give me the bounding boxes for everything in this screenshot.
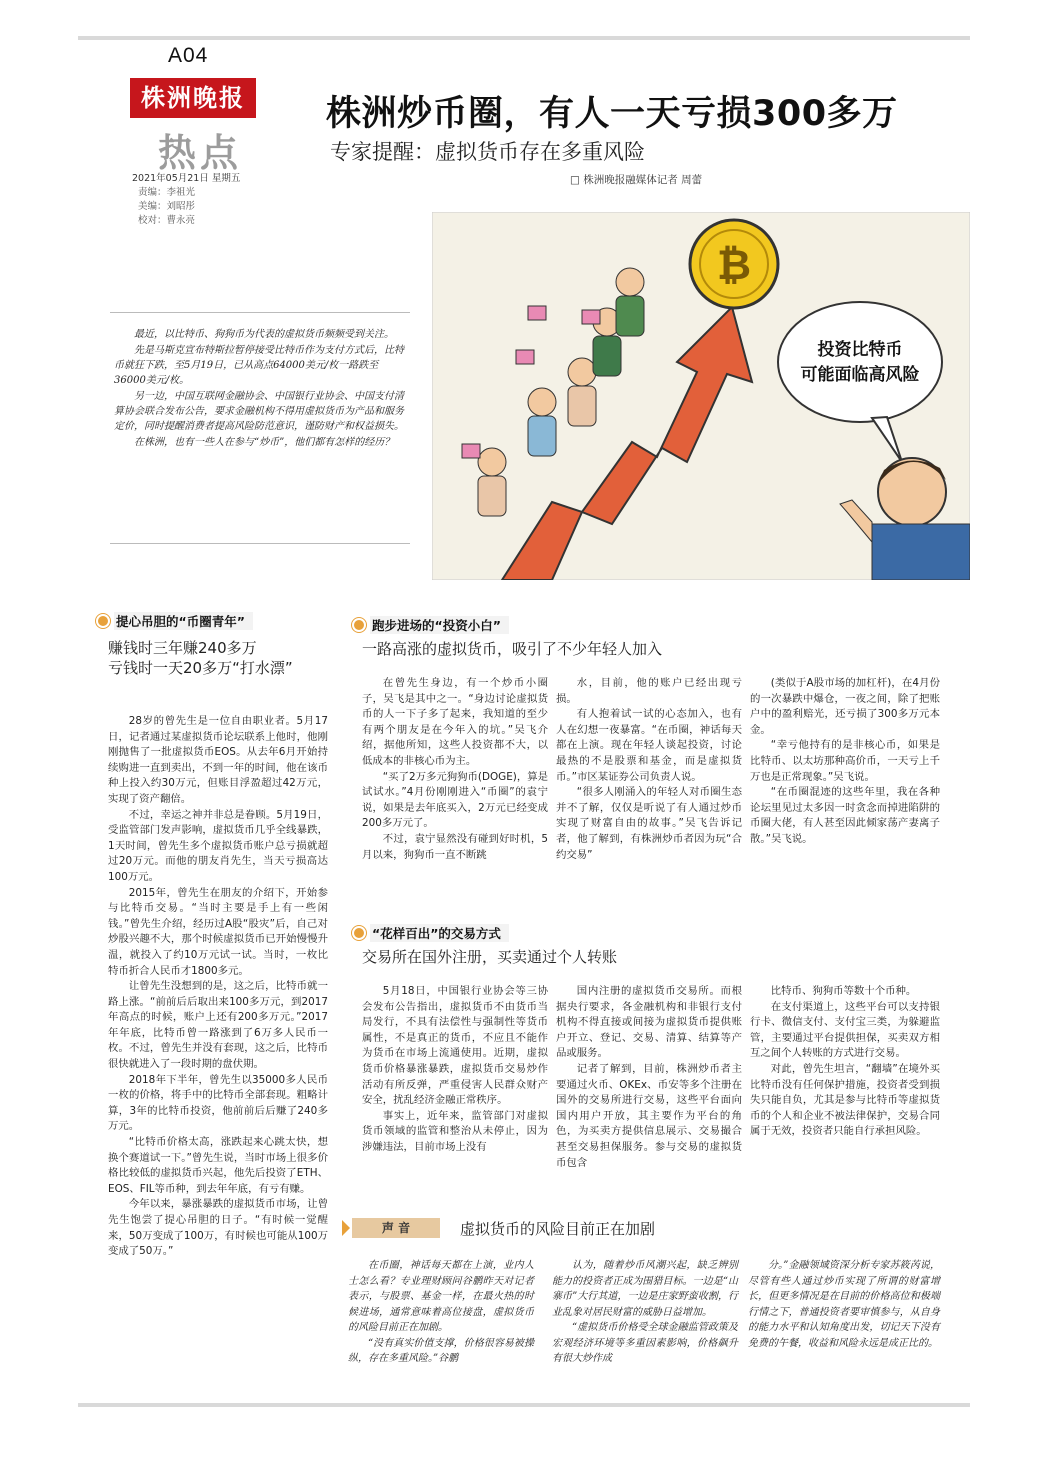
section-bullet-icon <box>352 926 366 940</box>
bitcoin-icon <box>690 220 778 308</box>
intro-paragraph: 最近，以比特币、狗狗币为代表的虚拟货币频频受到关注。 <box>134 329 394 340</box>
issue-date: 2021年05月21日 星期五 <box>132 173 241 184</box>
body-paragraph: 比特币、狗狗币等数十个币种。 <box>770 985 917 997</box>
body-paragraph: 今年以来，暴涨暴跌的虚拟货币市场，让曾先生饱尝了提心吊胆的日子。“有时候一觉醒来，50万变成了100万，有时候也可能从100万变成了50万。” <box>108 1198 328 1258</box>
body-paragraph: 在曾先生身边，有一个炒币小圈子，吴飞是其中之一。“身边讨论虚拟货币的人一下子多了起来，我知道的至少有两个朋友是在今年入的坑。”吴飞介绍，据他所知，这些人投资都不大，以低成本的非核心币为主。 <box>362 677 548 767</box>
voice-column-2 <box>552 1258 738 1367</box>
body-paragraph: “在币圈混迹的这些年里，我在各种论坛里见过太多因一时贪念而掉进陷阱的币圈大佬，有人甚至因此倾家荡产妻离子散。”吴飞说。 <box>750 786 940 845</box>
body-paragraph: 分。”金融领域资深分析专家苏筱芮说，尽管有些人通过炒币实现了所谓的财富增长，但更多情况是在目前的价格高位和极端行情之下，普通投资者要审慎参与，从自身的能力水平和认知角度出发，切记天下没有免费的午餐，收益和风险永远是成正比的。 <box>748 1260 940 1349</box>
intro-paragraph: 在株洲，也有一些人在参与“炒币”，他们都有怎样的经历？ <box>134 437 395 448</box>
body-paragraph: “幸亏他持有的是非核心币，如果是比特币、以太坊那种高价币，一天亏上千万也是正常现象。”吴飞说。 <box>750 739 940 783</box>
section2-column-1 <box>362 676 548 863</box>
section2-subtitle: 一路高涨的虚拟货币，吸引了不少年轻人加入 <box>362 640 663 658</box>
section3-column-2 <box>556 984 742 1171</box>
body-paragraph: 事实上，近年来，监管部门对虚拟货币领域的监管和整治从未停止，因为涉嫌违法，目前市场上没有 <box>362 1109 548 1153</box>
speech-line-2: 可能面临高风险 <box>800 365 920 385</box>
top-rule <box>78 36 970 40</box>
intro-paragraph: 另一边，中国互联网金融协会、中国银行业协会、中国支付清算协会联合发布公告，要求金融机构不得用虚拟货币为产品和服务定价，同时提醒消费者提高风险防范意识，谨防财产和权益损失。 <box>114 391 404 432</box>
editor-line: 责编：李祖光 <box>138 187 196 198</box>
bottom-rule <box>78 1403 970 1407</box>
section-bullet-icon <box>96 614 110 628</box>
body-paragraph: 水，目前，他的账户已经出现亏损。 <box>556 677 742 705</box>
section1-subtitle-2: 亏钱时一天20多万“打水漂” <box>108 659 293 677</box>
section1-tag: 提心吊胆的“币圈青年” <box>96 612 253 630</box>
body-paragraph: 2015年，曾先生在朋友的介绍下，开始参与比特币交易。“当时主要是手上有一些闲钱。”曾先生介绍，经历过A股“股灾”后，自己对炒股兴趣不大，那个时候虚拟货币已开始慢慢升温，就投入了约10万元试一试。当时，一枚比特币折合人民币才1800多元。 <box>108 886 328 977</box>
designer-line: 美编：刘昭彤 <box>138 201 196 212</box>
body-paragraph: 28岁的曾先生是一位自由职业者。5月17日，记者通过某虚拟货币论坛联系上他时，他刚刚抛售了一批虚拟货币EOS。从去年6月开始持续购进一直到卖出，不到一年的时间，他在该币种上投入约30万元，但账目浮盈超过42万元，实现了资产翻倍。 <box>108 715 328 805</box>
headline: 株洲炒币圈，有人一天亏损300多万 <box>326 94 898 134</box>
cartoon-svg <box>432 212 970 580</box>
body-paragraph: “虚拟货币价格受全球金融监管政策及宏观经济环境等多重因素影响，价格飙升有很大炒作成 <box>552 1322 738 1364</box>
intro-box <box>110 312 410 544</box>
byline: □ 株洲晚报融媒体记者 周蕾 <box>570 174 703 186</box>
subheadline: 专家提醒：虚拟货币存在多重风险 <box>330 140 645 164</box>
body-paragraph: 5月18日，中国银行业协会等三协会发布公告指出，虚拟货币不由货币当局发行，不具有法偿性与强制性等货币属性，不是真正的货币，不应且不能作为货币在市场上流通使用。近期，虚拟货币价格暴涨暴跌，虚拟货币交易炒作活动有所反弹，严重侵害人民群众财产安全，扰乱经济金融正常秩序。 <box>362 985 548 1107</box>
body-paragraph: 不过，幸运之神并非总是眷顾。5月19日，受监管部门发声影响，虚拟货币几乎全线暴跌，1天时间，曾先生多个虚拟货币账户总亏损就超过20万元。而他的朋友肖先生，当天亏损高达100万元。 <box>108 808 328 883</box>
section3-tag: “花样百出”的交易方式 <box>352 924 509 942</box>
body-paragraph: 有人抱着试一试的心态加入，也有人在幻想一夜暴富。“在币圈，神话每天都在上演。现在年轻人谈起投资，讨论最热的不是股票和基金，而是虚拟货币。”市区某证券公司负责人说。 <box>556 708 742 783</box>
voice-tag: 声 音 <box>352 1218 440 1238</box>
section3-subtitle: 交易所在国外注册，买卖通过个人转账 <box>362 948 618 966</box>
body-paragraph: 不过，袁宁显然没有碰到好时机，5月以来，狗狗币一直不断跳 <box>362 832 548 861</box>
body-paragraph: 认为，随着炒币风潮兴起，缺乏辨别能力的投资者正成为围猎目标。一边是“山寨币”大行其道，一边是庄家野蛮收割，行业乱象对居民财富的威胁日益增加。 <box>552 1260 738 1318</box>
body-paragraph: (类似于A股市场的加杠杆)，在4月份的一次暴跌中爆仓，一夜之间，除了把账户中的盈利赔光，还亏损了300多万元本金。 <box>750 677 940 736</box>
speech-line-1: 投资比特币 <box>817 340 903 360</box>
cartoon-illustration <box>432 212 970 580</box>
edition-meta <box>132 172 282 228</box>
section3-column-3 <box>750 984 940 1140</box>
body-paragraph: 让曾先生没想到的是，这之后，比特币就一路上涨。“前前后后取出来100多万元，到2017年高点的时候，账户上还有200多万元。”2017年年底，比特币曾一路涨到了6万多人民币一枚。不过，曾先生并没有套现，这之后，比特币很快就进入了一段时期的盘伏期。 <box>108 980 328 1071</box>
body-paragraph: “比特币价格太高，涨跌起来心跳太快，想换个赛道试一下。”曾先生说，当时市场上很多价格比较低的虚拟货币兴起，他先后投资了ETH、EOS、FIL等币种，到去年年底，有亏有赚。 <box>108 1136 328 1195</box>
page-number: A04 <box>168 44 209 67</box>
section1-subtitle-1: 赚钱时三年赚240多万 <box>108 639 257 657</box>
climber-5 <box>616 268 644 336</box>
proofreader-line: 校对：曹永亮 <box>138 215 196 226</box>
voice-column-1 <box>348 1258 534 1367</box>
body-paragraph: 国内注册的虚拟货币交易所。而根据央行要求，各金融机构和非银行支付机构不得直接或间接为虚拟货币提供账户开立、登记、交易、清算、结算等产品或服务。 <box>556 985 742 1060</box>
body-paragraph: “买了2万多元狗狗币(DOGE)，算是试试水。”4月份刚刚进入“币圈”的袁宁说，如果是去年底买入，2万元已经变成200多万元了。 <box>362 770 548 830</box>
newspaper-logo: 株洲晚报 <box>130 78 256 118</box>
voice-column-3 <box>748 1258 940 1351</box>
coin-symbol: ₿ <box>716 240 752 289</box>
section1-column <box>108 714 328 1260</box>
section-bullet-icon <box>352 618 366 632</box>
body-paragraph: 记者了解到，目前，株洲炒币者主要通过火币、OKEx、币安等多个注册在国外的交易所进行交易，这些平台面向国内用户开放，其主要作为平台的角色，为买卖方提供信息展示、交易撮合甚至交易担保服务。参与交易的虚拟货币包含 <box>556 1062 742 1169</box>
body-paragraph: 在币圈，神话每天都在上演，业内人士怎么看？专业理财顾问谷鹏昨天对记者表示，与股票、基金一样，在最火热的时候进场，通常意味着高位接盘，虚拟货币的风险目前正在加剧。 <box>348 1260 534 1333</box>
body-paragraph: 在支付渠道上，这些平台可以支持银行卡、微信支付、支付宝三类，为躲避监管，主要通过平台提供担保，买卖双方相互之间个人转账的方式进行交易。 <box>750 1000 940 1060</box>
section3-column-1 <box>362 984 548 1156</box>
body-paragraph: “没有真实价值支撑，价格很容易被操纵，存在多重风险。”谷鹏 <box>348 1337 534 1364</box>
section2-tag: 跑步进场的“投资小白” <box>352 616 509 634</box>
section2-column-3 <box>750 676 940 848</box>
body-paragraph: 对此，曾先生坦言，“翻墙”在境外买比特币没有任何保护措施，投资者受到损失只能自负，尤其是参与比特币等虚拟货币的个人和企业不被法律保护，交易合同属于无效，投资者只能自行承担风险。 <box>750 1062 940 1138</box>
section-name: 热点 <box>158 130 243 175</box>
voice-title: 虚拟货币的风险目前正在加剧 <box>460 1220 656 1238</box>
body-paragraph: 2018年下半年，曾先生以35000多人民币一枚的价格，将手中的比特币全部套现。粗略计算，3年的比特币投资，他前前后后赚了240多万元。 <box>108 1073 328 1133</box>
intro-paragraph: 先是马斯克宣布特斯拉暂停接受比特币作为支付方式后，比特币就狂下跌，至5月19日，已从高点64000美元/枚一路跌至36000美元/枚。 <box>114 345 404 386</box>
body-paragraph: “很多人刚涌入的年轻人对币圈生态并不了解，仅仅是听说了有人通过炒币实现了财富自由的故事。”吴飞告诉记者，他了解到，有株洲炒币者因为玩“合约交易” <box>556 786 742 861</box>
section2-column-2 <box>556 676 742 863</box>
